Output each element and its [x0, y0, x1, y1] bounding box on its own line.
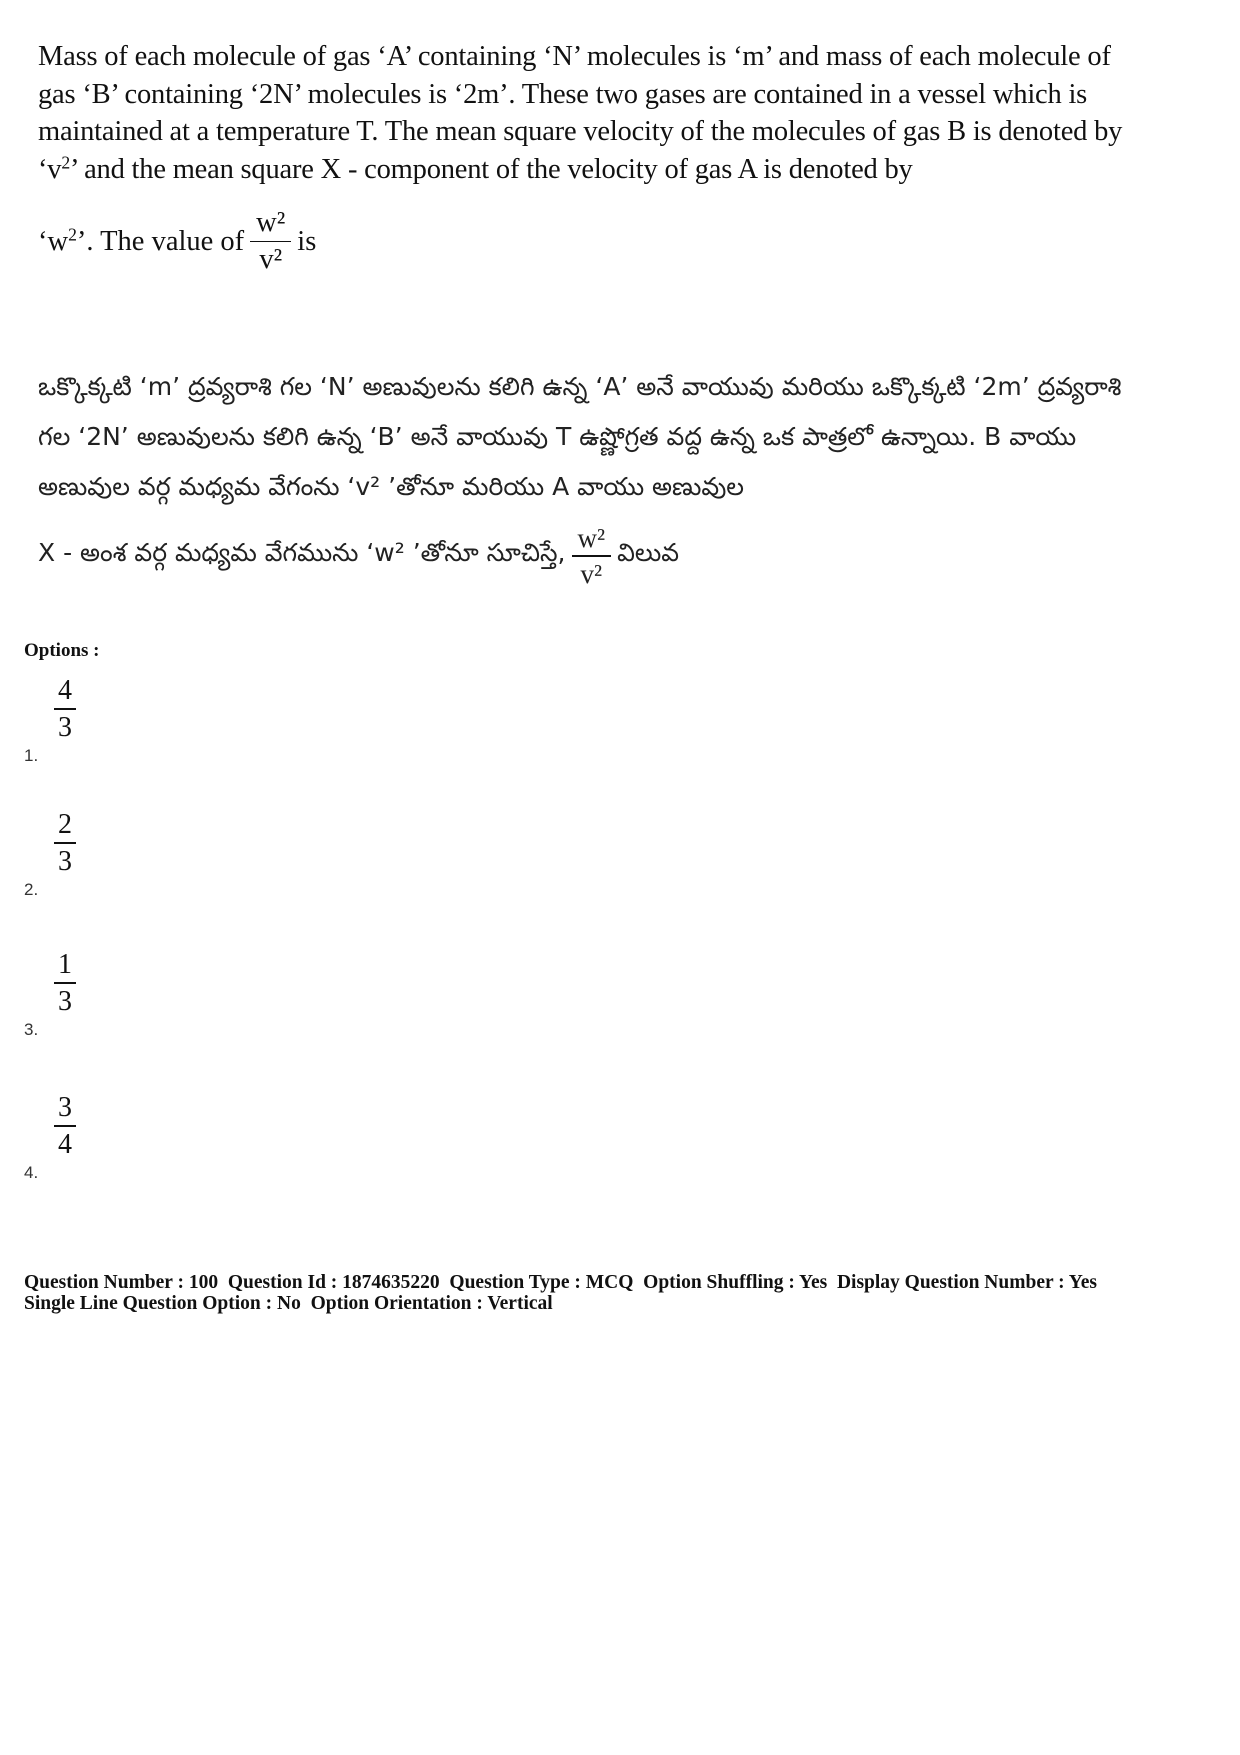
question-en-fraction [250, 208, 291, 275]
fraction-bar [54, 1125, 76, 1127]
option-3-denominator: 3 [58, 985, 72, 1017]
option-1[interactable] [22, 676, 222, 766]
question-text-english [38, 38, 1148, 188]
fraction-numerator: w² [577, 523, 606, 553]
option-3-fraction [52, 950, 78, 1016]
option-3[interactable] [22, 950, 222, 1040]
option-4-denominator: 4 [58, 1128, 72, 1160]
option-2-numerator: 2 [58, 809, 72, 840]
options-heading: Options : [24, 640, 100, 661]
fraction-bar [250, 241, 291, 243]
option-1-numerator: 4 [58, 675, 72, 706]
question-text-telugu: ఒక్కొక్కటి ‘m’ ద్రవ్యరాశి గల ‘N’ అణువులను కలిగి ఉన్న ‘A’ అనే వాయువు మరియు ఒక్కొక్కటి ‘2m’ ద్రవ్యరాశి గల ‘2N’ అణువులను కలిగి ఉన్న ‘B’ అనే వాయువు T ఉష్ణోగ్రత వద్ద ఉన్న ఒక పాత్రలో ఉన్నాయి. B వాయు అణువుల వర్గ మధ్యమ వేగంను ‘v² ’తోనూ మరియు A వాయు అణువుల [38, 372, 1122, 501]
option-3-numerator: 1 [58, 949, 72, 980]
fraction-bar [572, 555, 612, 557]
question-te-prefix: X - అంశ వర్గ మధ్యమ వేగమును ‘w² ’తోనూ సూచిస్తే, [38, 538, 566, 568]
metadata-line-1: Question Number : 100 Question Id : 1874635220 Question Type : MCQ Option Shuffling : Yes Display Question Number : Yes [24, 1272, 1097, 1293]
option-1-denominator: 3 [58, 711, 72, 743]
question-en-w-label [38, 223, 245, 258]
option-1-number: 1. [24, 746, 39, 765]
w-quote: ‘w [38, 225, 69, 257]
question-en-fraction-line [38, 208, 316, 275]
option-4-number: 4. [24, 1163, 39, 1182]
question-te-fraction [572, 524, 612, 588]
option-4-fraction [52, 1093, 78, 1159]
option-2-number: 2. [24, 880, 39, 899]
w-superscript: 2 [68, 223, 77, 244]
question-en-superscript: 2 [61, 151, 70, 172]
option-4[interactable] [22, 1093, 222, 1183]
metadata-line-2: Single Line Question Option : No Option Orientation : Vertical [24, 1293, 553, 1314]
question-te-fraction-line [38, 524, 679, 588]
option-2-denominator: 3 [58, 845, 72, 877]
question-en-body-continued: ’ and the mean square X - component of the velocity of gas A is denoted by [69, 153, 913, 185]
fraction-numerator: w² [256, 207, 286, 238]
fraction-bar [54, 982, 76, 984]
option-3-number: 3. [24, 1020, 39, 1039]
question-te-suffix: విలువ [617, 538, 680, 568]
option-4-numerator: 3 [58, 1092, 72, 1123]
question-en-body: Mass of each molecule of gas ‘A’ containing ‘N’ molecules is ‘m’ and mass of each molecule of gas ‘B’ containing ‘2N’ molecules is ‘2m’. These two gases are contained in a vessel which is maintained at a temperature T. The mean square velocity of the molecules of gas B is denoted by ‘v [38, 41, 1123, 185]
fraction-bar [54, 708, 76, 710]
option-1-fraction [52, 676, 78, 742]
option-2[interactable] [22, 810, 222, 900]
question-en-suffix: is [297, 225, 317, 257]
fraction-denominator: v² [259, 244, 283, 276]
option-2-fraction [52, 810, 78, 876]
value-of-text: ’. The value of [76, 225, 245, 257]
fraction-bar [54, 842, 76, 844]
question-metadata [24, 1272, 1224, 1314]
fraction-denominator: v² [580, 558, 603, 589]
